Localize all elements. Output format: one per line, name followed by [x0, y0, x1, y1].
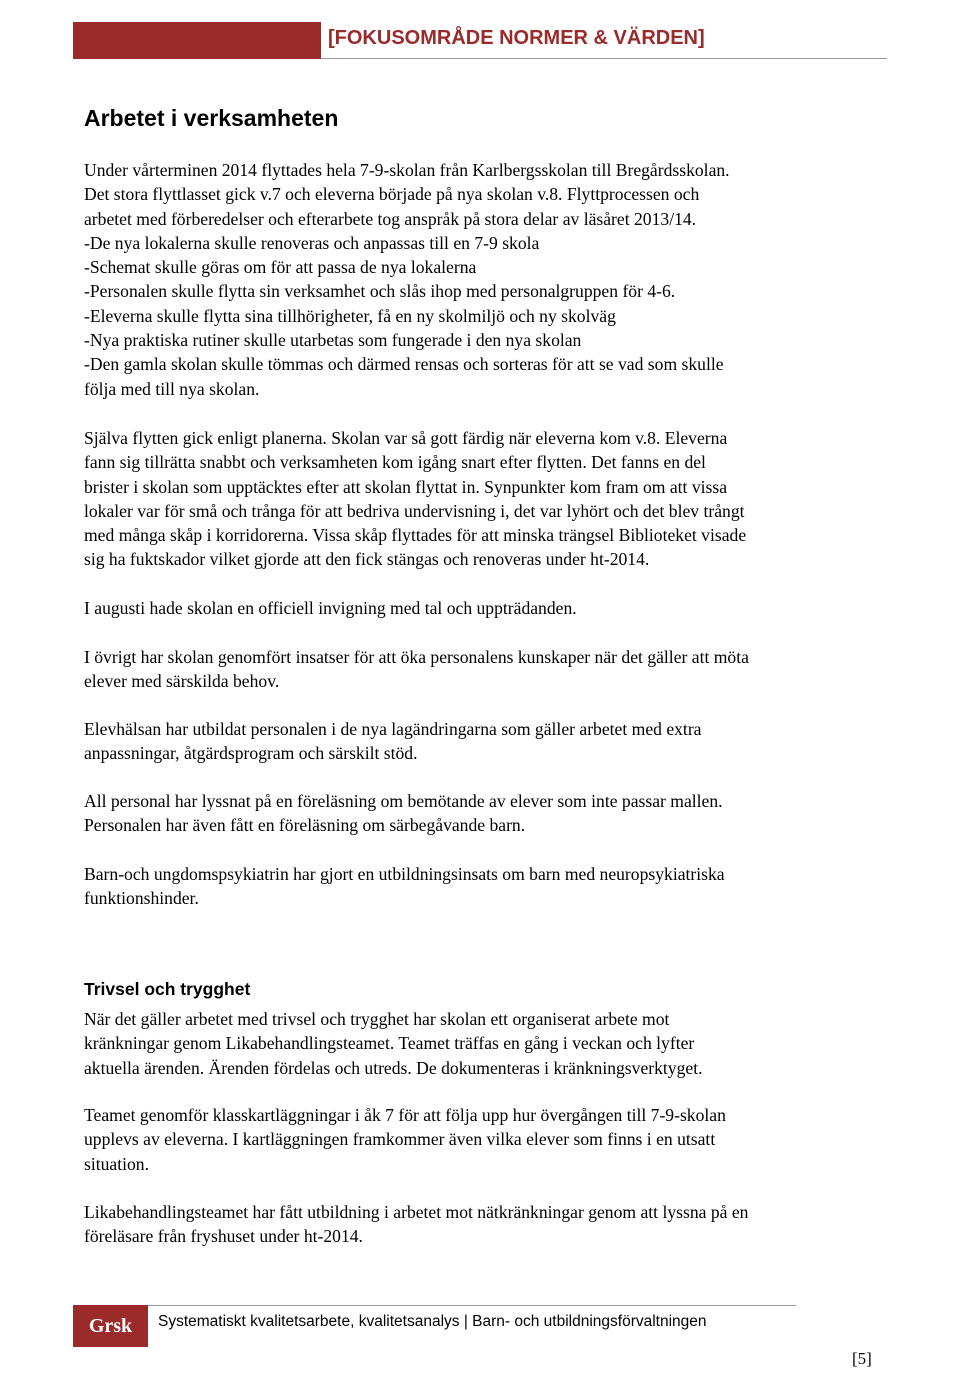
- paragraph-online-bullying: [84, 1200, 894, 1249]
- text-line: När det gäller arbetet med trivsel och trygghet har skolan ett organiserat arbete mot: [84, 1009, 670, 1029]
- text-line: -De nya lokalerna skulle renoveras och anpassas till en 7-9 skola: [84, 232, 540, 253]
- text-line: anpassningar, åtgärdsprogram och särskilt stöd.: [84, 743, 418, 764]
- footer-rule: [148, 1305, 796, 1306]
- paragraph-student-health: [84, 717, 894, 766]
- paragraph-move: [84, 158, 894, 401]
- text-line: -Schemat skulle göras om för att passa de nya lokalerna: [84, 257, 477, 278]
- text-line: följa med till nya skolan.: [84, 378, 260, 399]
- text-line: situation.: [84, 1153, 149, 1174]
- paragraph-special-needs: [84, 645, 894, 694]
- header-rule: [321, 58, 887, 59]
- text-line: Under vårterminen 2014 flyttades hela 7-9-skolan från Karlbergsskolan till Bregårdsskolan.: [84, 160, 730, 180]
- text-line: I augusti hade skolan en officiell invigning med tal och uppträdanden.: [84, 598, 577, 618]
- paragraph-move-result: [84, 426, 894, 572]
- text-line: Det stora flyttlasset gick v.7 och eleverna började på nya skolan v.8. Flyttprocessen och: [84, 184, 700, 205]
- header-section-title: [FOKUSOMRÅDE NORMER & VÄRDEN]: [328, 27, 705, 49]
- text-line: aktuella ärenden. Ärenden fördelas och utreds. De dokumenteras i kränkningsverktyget.: [84, 1057, 703, 1078]
- text-line: föreläsare från fryshuset under ht-2014.: [84, 1226, 363, 1247]
- text-line: I övrigt har skolan genomfört insatser för att öka personalens kunskaper när det gäller att möta: [84, 647, 749, 667]
- text-line: -Den gamla skolan skulle tömmas och därmed rensas och sorteras för att se vad som skulle: [84, 354, 724, 375]
- section-subheading: Trivsel och trygghet: [84, 979, 251, 999]
- text-line: Personalen har även fått en föreläsning om särbegåvande barn.: [84, 815, 526, 836]
- text-line: fann sig tillrätta snabbt och verksamheten kom igång snart efter flytten. Det fanns en del: [84, 452, 706, 473]
- paragraph-bup: [84, 862, 894, 911]
- text-line: kränkningar genom Likabehandlingsteamet. Teamet träffas en gång i veckan och lyfter: [84, 1033, 695, 1054]
- text-line: lokaler var för små och trånga för att bedriva undervisning i, det var lyhört och det blev trångt: [84, 500, 745, 521]
- text-line: brister i skolan som upptäcktes efter att skolan flyttat in. Synpunkter kom fram om att vissa: [84, 476, 728, 497]
- text-line: funktionshinder.: [84, 888, 199, 909]
- paragraph-class-survey: [84, 1103, 894, 1176]
- text-line: -Personalen skulle flytta sin verksamhet och slås ihop med personalgruppen för 4-6.: [84, 281, 676, 302]
- text-line: Elevhälsan har utbildat personalen i de nya lagändringarna som gäller arbetet med extra: [84, 719, 702, 739]
- text-line: arbetet med förberedelser och efterarbete tog anspråk på stora delar av läsåret 2013/14.: [84, 208, 697, 229]
- text-line: med många skåp i korridorerna. Vissa skåp flyttades för att minska trängsel Biblioteket visade: [84, 525, 747, 546]
- footer-text: Systematiskt kvalitetsarbete, kvalitetsanalys | Barn- och utbildningsförvaltningen: [158, 1313, 707, 1330]
- paragraph-lectures: [84, 789, 894, 838]
- header-accent-bar: [73, 22, 321, 59]
- footer-logo: Grsk: [73, 1305, 148, 1347]
- text-line: All personal har lyssnat på en föreläsning om bemötande av elever som inte passar mallen.: [84, 791, 723, 811]
- text-line: -Eleverna skulle flytta sina tillhörigheter, få en ny skolmiljö och ny skolväg: [84, 305, 616, 326]
- text-line: -Nya praktiska rutiner skulle utarbetas som fungerade i den nya skolan: [84, 330, 582, 351]
- text-line: Likabehandlingsteamet har fått utbildning i arbetet mot nätkränkningar genom att lyssna på en: [84, 1202, 749, 1222]
- text-line: Barn-och ungdomspsykiatrin har gjort en utbildningsinsats om barn med neuropsykiatriska: [84, 864, 725, 884]
- text-line: upplevs av eleverna. I kartläggningen framkommer även vilka elever som finns i en utsatt: [84, 1129, 716, 1150]
- page-number: [5]: [852, 1349, 872, 1368]
- text-line: Själva flytten gick enligt planerna. Skolan var så gott färdig när eleverna kom v.8. Eleverna: [84, 428, 728, 448]
- paragraph-inauguration: [84, 596, 894, 620]
- page-heading: Arbetet i verksamheten: [84, 105, 339, 131]
- paragraph-team: [84, 1007, 894, 1080]
- text-line: Teamet genomför klasskartläggningar i åk 7 för att följa upp hur övergången till 7-9-skolan: [84, 1105, 726, 1125]
- text-line: sig ha fuktskador vilket gjorde att den fick stängas och renoveras under ht-2014.: [84, 549, 650, 570]
- text-line: elever med särskilda behov.: [84, 671, 280, 692]
